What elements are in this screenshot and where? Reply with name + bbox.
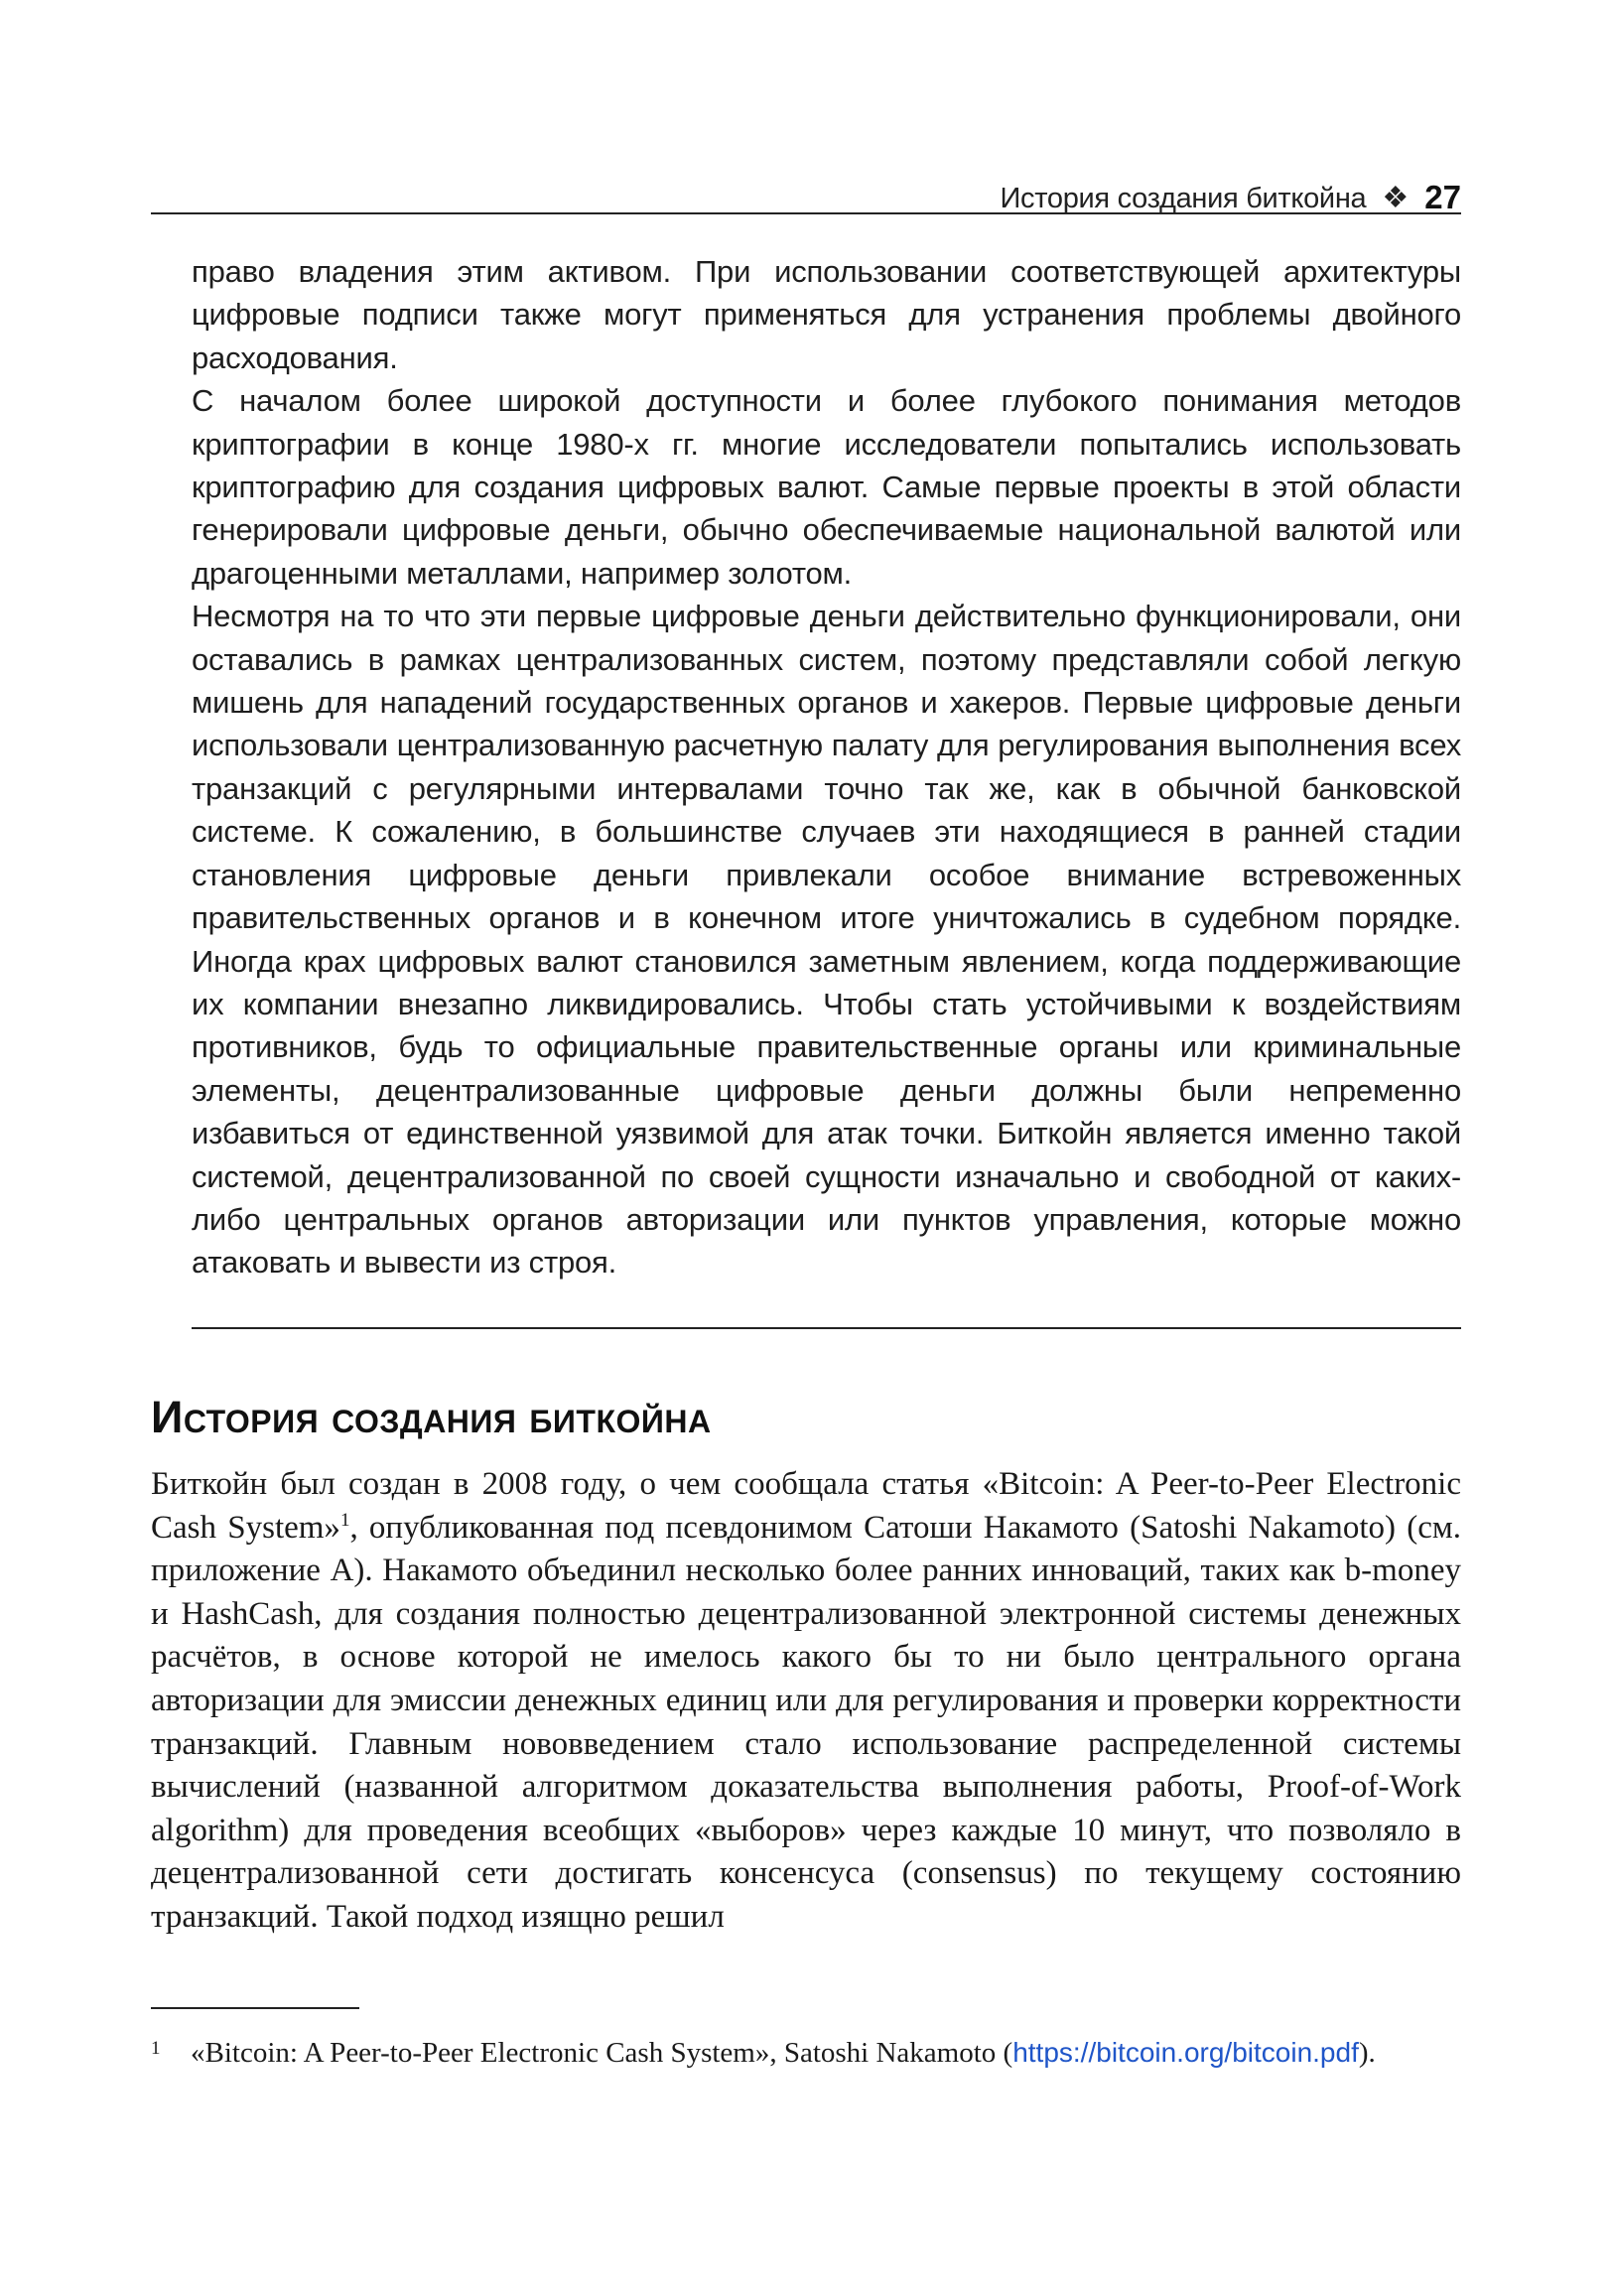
page-number: 27 xyxy=(1424,179,1461,215)
footnote-link[interactable]: https://bitcoin.org/bitcoin.pdf xyxy=(1012,2037,1359,2068)
footnote-reference[interactable]: 1 xyxy=(339,1509,350,1531)
section-heading: История создания биткойна xyxy=(151,1392,712,1442)
body-text-start: Биткойн был создан в 2008 году, о чем сообщала статья «Bitcoin: A Peer-to-Peer Electronic Cash System» xyxy=(151,1466,1461,1546)
sidebar-paragraph: С началом более широкой доступности и более глубокого понимания методов криптографии в конце 1980-х гг. многие исследователи попытались использовать криптографию для создания цифровых валют. Самые первые проекты в этой области генерировали цифровые деньги, обычно обеспечиваемые национальной валютой или драгоценными металлами, например золотом. xyxy=(192,383,1461,591)
footnote-rule xyxy=(151,2007,359,2009)
footnote xyxy=(151,2035,1461,2071)
ornament-icon: ❖ xyxy=(1382,182,1410,214)
running-title: История создания биткойна xyxy=(1000,183,1367,214)
sidebar-paragraph: Несмотря на то что эти первые цифровые деньги действительно функционировали, они оставались в рамках централизованных систем, поэтому представляли собой легкую мишень для нападений государственных органов и хакеров. Первые цифровые деньги использовали централизованную расчетную палату для регулирования выполнения всех транзакций с регулярными интервалами точно так же, как в обычной банковской системе. К сожалению, в большинстве случаев эти находящиеся в ранней стадии становления цифровые деньги привлекали особое внимание встревоженных правительственных органов и в конечном итоге уничтожались в судебном порядке. Иногда крах цифровых валют становился заметным явлением, когда поддерживающие их компании внезапно ликвидировались. Чтобы стать устойчивыми к воздействиям противников, будь то официальные правительственные органы или криминальные элементы, децентрализованные цифровые деньги должны были непременно избавиться от единственной уязвимой для атак точки. Биткойн является именно такой системой, децентрализованной по своей сущности изначально и свободной от каких-либо центральных органов авторизации или пунктов управления, которые можно атаковать и вывести из строя. xyxy=(192,599,1461,1281)
sidebar-box xyxy=(192,250,1461,1284)
sidebar-bottom-rule xyxy=(192,1327,1461,1329)
footnote-text: «Bitcoin: A Peer-to-Peer Electronic Cash System», Satoshi Nakamoto ( xyxy=(191,2037,1013,2069)
header-rule xyxy=(151,212,1461,214)
body-paragraph xyxy=(151,1463,1461,1940)
body-text-continued: , опубликованная под псевдонимом Сатоши Накамото (Satoshi Nakamoto) (см. приложение A). Накамото объединил несколько более ранних инноваций, таких как b-money и HashCash, для создания полностью децентрализованной электронной системы денежных расчётов, в основе которой не имелось какого бы то ни было центрального органа авторизации для эмиссии денежных единиц или для регулирования и проверки корректности транзакций. Главным нововведением стало использование распределенной системы вычислений (названной алгоритмом доказательства выполнения работы, Proof-of-Work algorithm) для проведения всеобщих «выборов» через каждые 10 минут, что позволяло в децентрализованной сети достигать консенсуса (consensus) по текущему состоянию транзакций. Такой подход изящно решил xyxy=(151,1509,1461,1935)
sidebar-paragraph: право владения этим активом. При использовании соответствующей архитектуры цифровые подписи также могут применяться для устранения проблемы двойного расходования. xyxy=(192,254,1461,375)
footnote-closing: ). xyxy=(1358,2037,1376,2069)
footnote-body xyxy=(191,2035,1461,2071)
footnote-marker: 1 xyxy=(151,2038,161,2059)
running-header xyxy=(151,164,1461,213)
